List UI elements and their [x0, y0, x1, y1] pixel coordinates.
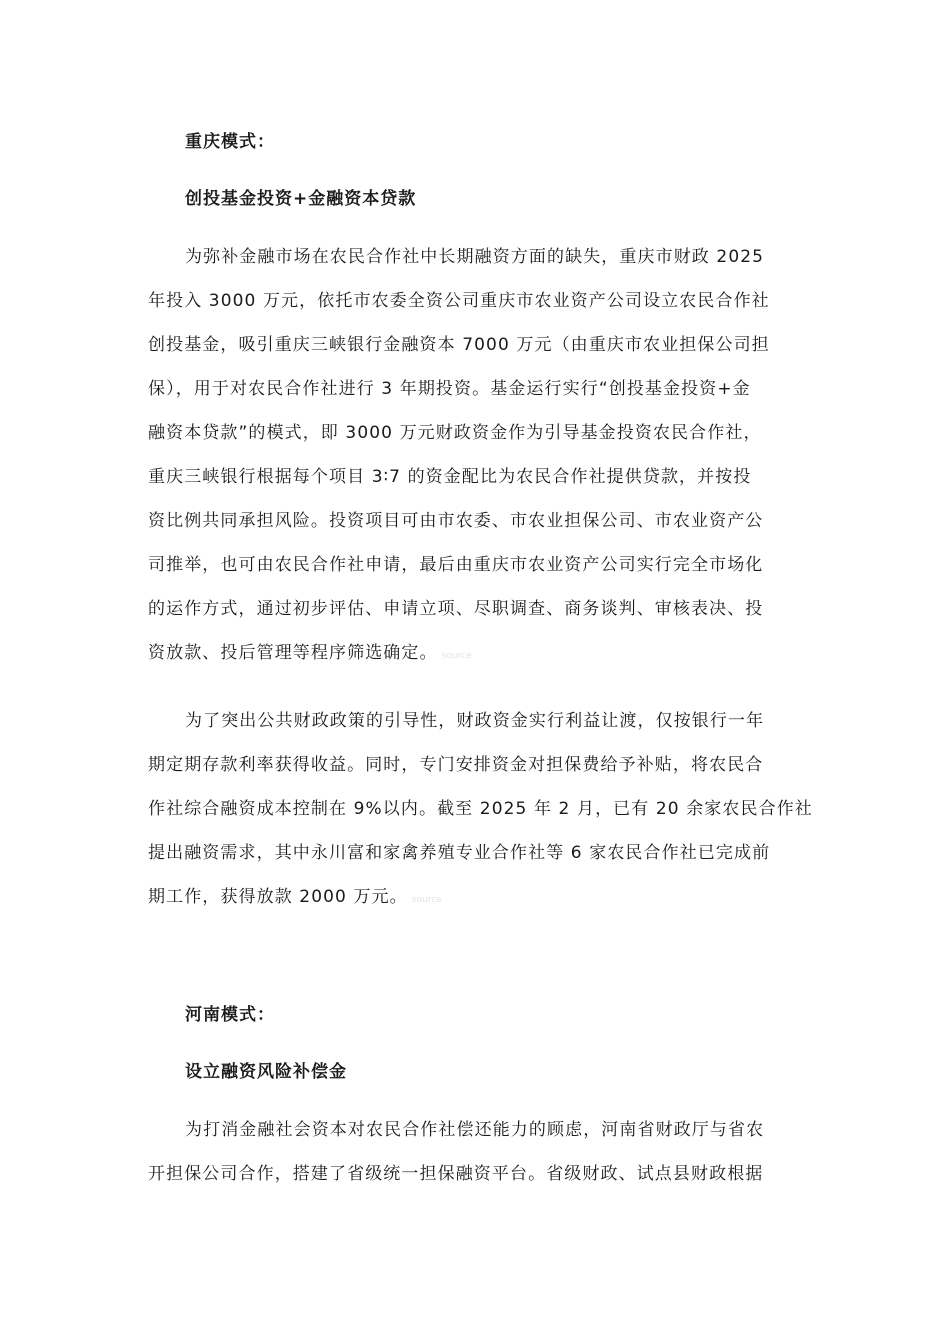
text-line: 为弥补金融市场在农民合作社中长期融资方面的缺失，重庆市财政 2025 [185, 247, 765, 267]
text-line-content: 期工作，获得放款 2000 万元。 [148, 887, 408, 907]
section-subtitle-chongqing: 创投基金投资+金融资本贷款 [185, 189, 417, 209]
text-line: 资比例共同承担风险。投资项目可由市农委、市农业担保公司、市农业资产公 [148, 511, 764, 531]
text-line: 融资本贷款”的模式，即 3000 万元财政资金作为引导基金投资农民合作社， [148, 423, 762, 443]
text-line: 年投入 3000 万元，依托市农委全资公司重庆市农业资产公司设立农民合作社 [148, 291, 770, 311]
text-line: 为了突出公共财政政策的引导性，财政资金实行利益让渡，仅按银行一年 [185, 711, 765, 731]
text-line [148, 638, 472, 663]
text-line: 提出融资需求，其中永川富和家禽养殖专业合作社等 6 家农民合作社已完成前 [148, 843, 771, 863]
text-line: 为打消金融社会资本对农民合作社偿还能力的顾虑，河南省财政厅与省农 [185, 1120, 765, 1140]
text-line: 保），用于对农民合作社进行 3 年期投资。基金运行实行“创投基金投资+金 [148, 379, 751, 399]
text-line: 作社综合融资成本控制在 9%以内。截至 2025 年 2 月，已有 20 余家农民合作社 [148, 799, 813, 819]
faint-source-mark: source [441, 651, 472, 661]
section-title-henan: 河南模式： [185, 1005, 275, 1025]
section-title-chongqing: 重庆模式： [185, 132, 275, 152]
faint-source-mark: source [411, 895, 442, 905]
text-line: 开担保公司合作，搭建了省级统一担保融资平台。省级财政、试点县财政根据 [148, 1164, 764, 1184]
text-line: 创投基金，吸引重庆三峡银行金融资本 7000 万元（由重庆市农业担保公司担 [148, 335, 770, 355]
text-line: 重庆三峡银行根据每个项目 3∶7 的资金配比为农民合作社提供贷款，并按投 [148, 467, 752, 487]
text-line: 期定期存款利率获得收益。同时，专门安排资金对担保费给予补贴，将农民合 [148, 755, 764, 775]
text-line [148, 882, 442, 907]
section-subtitle-henan: 设立融资风险补偿金 [185, 1062, 347, 1082]
text-line: 的运作方式，通过初步评估、申请立项、尽职调查、商务谈判、审核表决、投 [148, 599, 764, 619]
text-line-content: 资放款、投后管理等程序筛选确定。 [148, 643, 438, 663]
text-line: 司推举，也可由农民合作社申请，最后由重庆市农业资产公司实行完全市场化 [148, 555, 764, 575]
